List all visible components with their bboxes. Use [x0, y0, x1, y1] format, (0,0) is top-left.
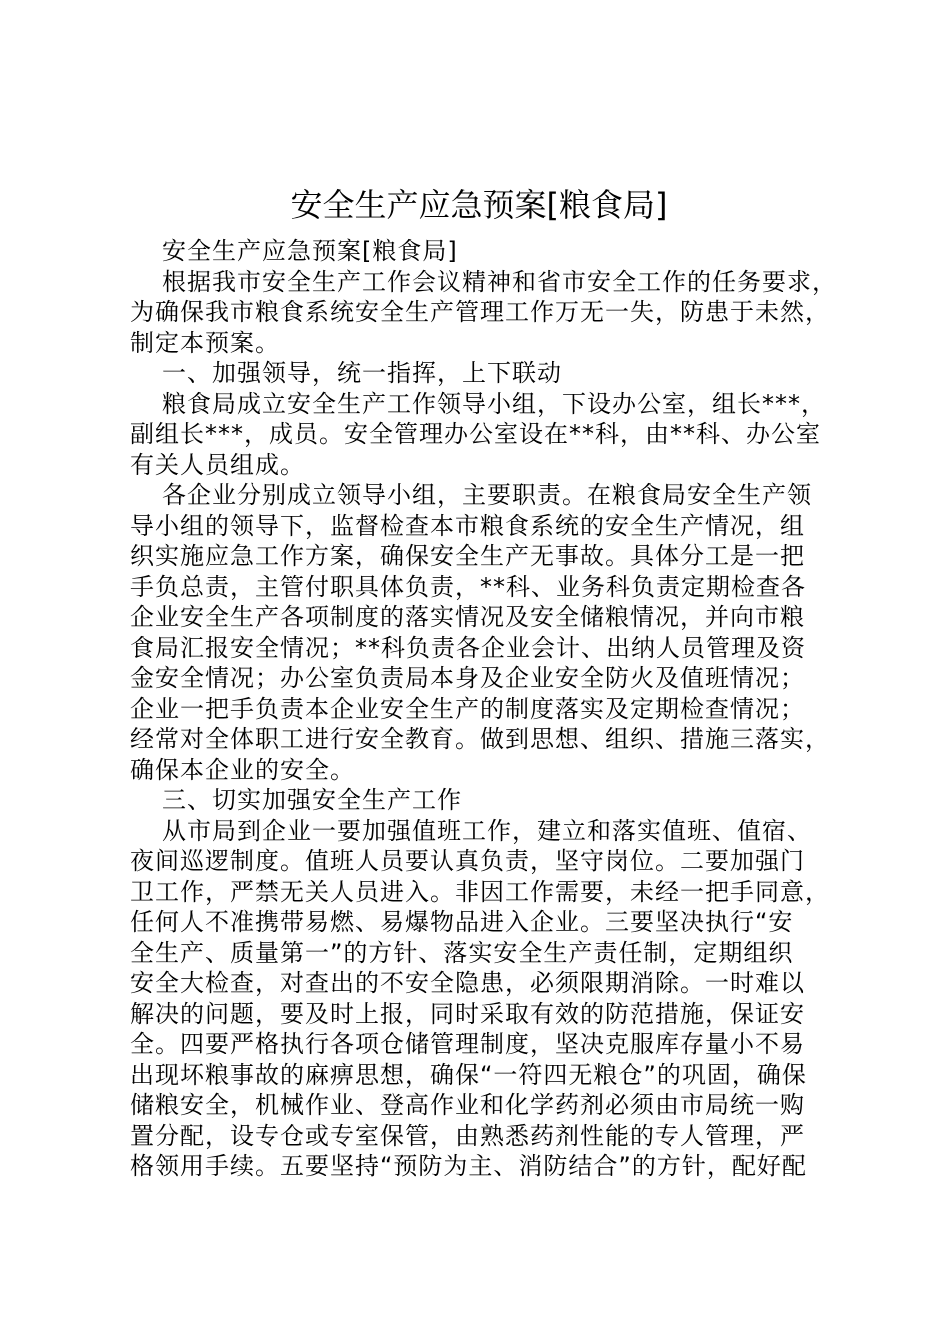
- text-line: 粮食局成立安全生产工作领导小组，下设办公室，组长***，: [162, 390, 826, 418]
- text-line: 织实施应急工作方案，确保安全生产无事故。具体分工是一把: [130, 542, 805, 570]
- text-line: 为确保我市粮食系统安全生产管理工作万无一失，防患于未然，: [130, 298, 830, 326]
- document-title: 安全生产应急预案[粮食局]: [290, 186, 668, 224]
- text-line: 确保本企业的安全。: [130, 756, 355, 784]
- text-line: 根据我市安全生产工作会议精神和省市安全工作的任务要求，: [162, 268, 837, 296]
- text-line: 出现坏粮事故的麻痹思想，确保“一符四无粮仓”的巩固，确保: [130, 1061, 807, 1089]
- text-line: 全生产、质量第一”的方针、落实安全生产责任制，定期组织: [130, 939, 794, 967]
- section-heading: 三、切实加强安全生产工作: [162, 786, 462, 814]
- text-line: 企业安全生产各项制度的落实情况及安全储粮情况，并向市粮: [130, 603, 805, 631]
- text-line: 企业一把手负责本企业安全生产的制度落实及定期检查情况；: [130, 695, 805, 723]
- text-line: 任何人不准携带易燃、易爆物品进入企业。三要坚决执行“安: [130, 908, 794, 936]
- text-line: 安全大检查，对查出的不安全隐患，必须限期消除。一时难以: [130, 969, 805, 997]
- text-line: 置分配，设专仓或专室保管，由熟悉药剂性能的专人管理，严: [130, 1122, 805, 1150]
- text-line: 格领用手续。五要坚持“预防为主、消防结合”的方针，配好配: [130, 1152, 807, 1180]
- text-line: 夜间巡逻制度。值班人员要认真负责，坚守岗位。二要加强门: [130, 847, 805, 875]
- text-line: 制定本预案。: [130, 329, 280, 357]
- text-line: 解决的问题，要及时上报，同时采取有效的防范措施，保证安: [130, 1000, 805, 1028]
- text-line: 手负总责，主管付职具体负责，**科、业务科负责定期检查各: [130, 573, 806, 601]
- text-line: 安全生产应急预案[粮食局]: [162, 237, 458, 265]
- section-heading: 一、加强领导，统一指挥，上下联动: [162, 359, 562, 387]
- text-line: 全。四要严格执行各项仓储管理制度，坚决克服库存量小不易: [130, 1030, 805, 1058]
- text-line: 经常对全体职工进行安全教育。做到思想、组织、措施三落实，: [130, 725, 830, 753]
- text-line: 食局汇报安全情况；**科负责各企业会计、出纳人员管理及资: [130, 634, 806, 662]
- text-line: 储粮安全，机械作业、登高作业和化学药剂必须由市局统一购: [130, 1091, 805, 1119]
- text-line: 从市局到企业一要加强值班工作，建立和落实值班、值宿、: [162, 817, 812, 845]
- text-line: 副组长***，成员。安全管理办公室设在**科，由**科、办公室: [130, 420, 821, 448]
- text-line: 金安全情况；办公室负责局本身及企业安全防火及值班情况；: [130, 664, 805, 692]
- text-line: 导小组的领导下，监督检查本市粮食系统的安全生产情况，组: [130, 512, 805, 540]
- text-line: 有关人员组成。: [130, 451, 305, 479]
- text-line: 卫工作，严禁无关人员进入。非因工作需要，未经一把手同意，: [130, 878, 830, 906]
- text-line: 各企业分别成立领导小组，主要职责。在粮食局安全生产领: [162, 481, 812, 509]
